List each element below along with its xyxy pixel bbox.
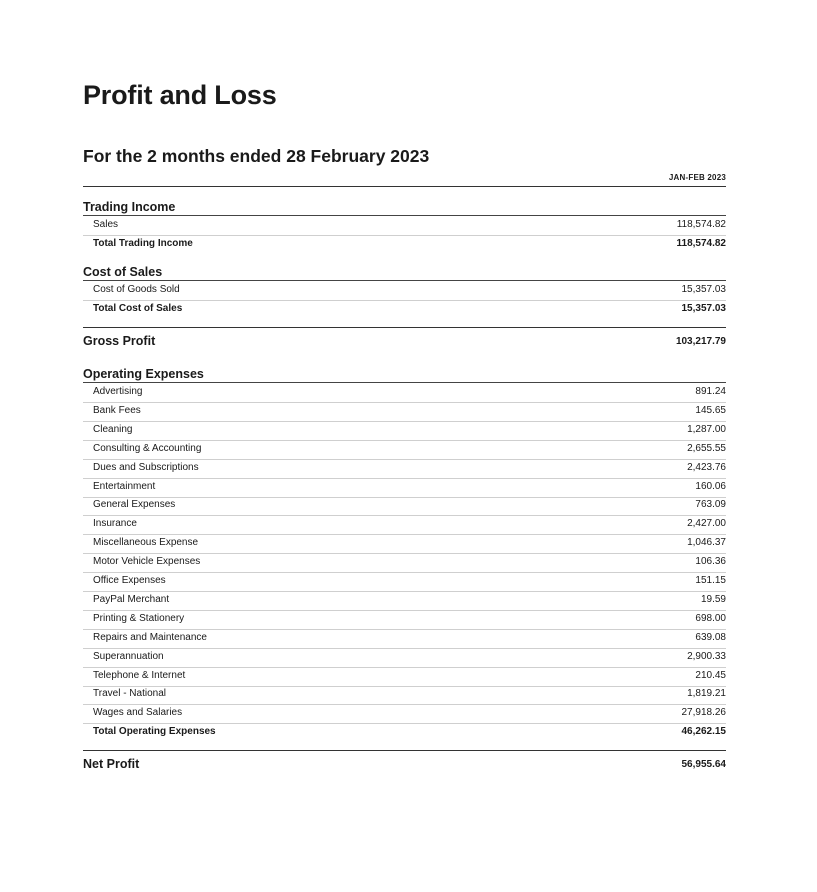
- total-row: [83, 300, 726, 319]
- row-value: 2,900.33: [687, 650, 726, 662]
- table-row: [83, 534, 726, 554]
- row-value: 151.15: [695, 575, 726, 586]
- table-row: [83, 610, 726, 630]
- row-label: Printing & Stationery: [93, 612, 185, 624]
- section-heading-operating-expenses: Operating Expenses: [83, 367, 204, 381]
- row-label: PayPal Merchant: [93, 593, 170, 605]
- gross-profit-divider: [83, 327, 726, 328]
- row-value: 1,819.21: [687, 688, 726, 700]
- row-label: Dues and Subscriptions: [93, 461, 199, 473]
- row-value: 891.24: [695, 386, 726, 397]
- row-label: Superannuation: [93, 650, 164, 662]
- row-label: Cleaning: [93, 423, 133, 435]
- row-label: Wages and Salaries: [93, 707, 183, 719]
- row-value: 19.59: [700, 593, 726, 605]
- row-value: 2,423.76: [687, 461, 726, 473]
- row-label: Motor Vehicle Expenses: [93, 556, 201, 568]
- row-label: Insurance: [93, 518, 137, 530]
- table-row: [83, 629, 726, 649]
- table-row: [83, 440, 726, 460]
- total-row: [83, 723, 726, 742]
- row-value: 1,046.37: [687, 537, 726, 549]
- row-label: Repairs and Maintenance: [93, 631, 207, 643]
- table-row: [83, 591, 726, 611]
- total-label: Total Operating Expenses: [93, 726, 216, 738]
- row-value: 27,918.26: [681, 707, 726, 719]
- table-row: [83, 383, 726, 403]
- row-value: 639.08: [695, 631, 726, 643]
- total-value: 118,574.82: [676, 238, 726, 249]
- report-period: For the 2 months ended 28 February 2023: [83, 146, 430, 166]
- table-row: [83, 459, 726, 479]
- column-header: JAN-FEB 2023: [668, 173, 726, 182]
- table-row: [83, 667, 726, 687]
- header-divider: [83, 186, 726, 187]
- row-label: Bank Fees: [93, 404, 141, 416]
- total-value: 15,357.03: [681, 303, 726, 314]
- row-value: 210.45: [695, 669, 726, 681]
- net-profit-value: 56,955.64: [681, 759, 726, 770]
- table-row: [83, 421, 726, 441]
- row-label: Office Expenses: [93, 575, 166, 586]
- row-value: 106.36: [695, 556, 726, 568]
- row-value: 1,287.00: [687, 423, 726, 435]
- table-row: [83, 281, 726, 301]
- row-label: Advertising: [93, 386, 143, 397]
- table-row: [83, 685, 726, 705]
- row-label: Cost of Goods Sold: [93, 284, 180, 295]
- row-label: Consulting & Accounting: [93, 442, 202, 454]
- table-row: [83, 648, 726, 668]
- row-value: 160.06: [695, 480, 726, 492]
- total-label: Total Trading Income: [93, 238, 193, 249]
- row-label: Travel - National: [93, 688, 166, 700]
- table-row: [83, 478, 726, 498]
- total-value: 46,262.15: [681, 726, 726, 738]
- table-row: [83, 402, 726, 422]
- row-value: 2,427.00: [687, 518, 726, 530]
- row-label: Telephone & Internet: [93, 669, 186, 681]
- total-row: [83, 235, 726, 254]
- row-value: 698.00: [695, 612, 726, 624]
- page-title: Profit and Loss: [83, 80, 277, 110]
- row-label: Sales: [93, 219, 119, 230]
- section-heading-cost-of-sales: Cost of Sales: [83, 265, 163, 279]
- row-value: 145.65: [695, 404, 726, 416]
- gross-profit-value: 103,217.79: [675, 336, 726, 347]
- table-row: [83, 553, 726, 573]
- row-value: 118,574.82: [676, 219, 726, 230]
- row-value: 763.09: [695, 499, 726, 511]
- gross-profit-label: Gross Profit: [83, 334, 156, 348]
- table-row: [83, 572, 726, 592]
- row-label: Entertainment: [93, 480, 156, 492]
- row-value: 15,357.03: [681, 284, 726, 295]
- net-profit-divider: [83, 750, 726, 751]
- section-heading-trading-income: Trading Income: [83, 200, 176, 214]
- net-profit-label: Net Profit: [83, 757, 140, 771]
- row-label: Miscellaneous Expense: [93, 537, 199, 549]
- row-value: 2,655.55: [687, 442, 726, 454]
- table-row: [83, 704, 726, 724]
- table-row: [83, 216, 726, 236]
- table-row: [83, 515, 726, 535]
- total-label: Total Cost of Sales: [93, 303, 183, 314]
- row-label: General Expenses: [93, 499, 176, 511]
- table-row: [83, 496, 726, 516]
